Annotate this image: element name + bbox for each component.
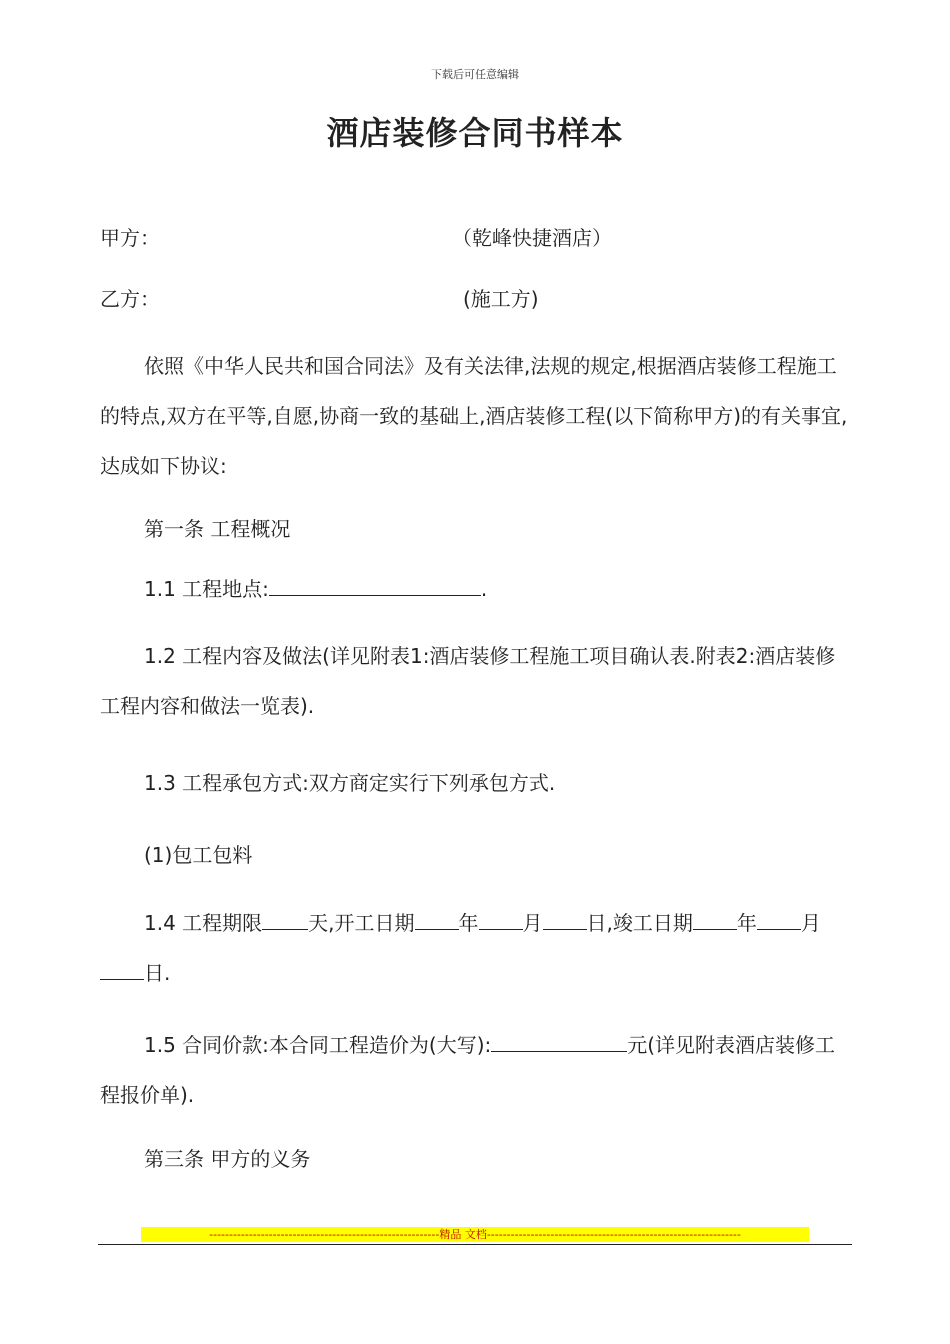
- party-b-value: (施工方): [463, 287, 539, 311]
- item-1-1-prefix: 1.1 工程地点:: [144, 577, 269, 601]
- item-1-5-suffix: 元(详见附表酒店装修工程报价单).: [100, 1033, 836, 1107]
- item-1-4-month1: 月: [522, 911, 543, 935]
- item-1-3-option: (1)包工包料: [144, 843, 253, 867]
- item-1-4: [100, 898, 852, 998]
- start-month-blank[interactable]: [479, 909, 523, 930]
- party-a-value: （乾峰快捷酒店）: [452, 226, 612, 250]
- end-year-blank[interactable]: [693, 909, 737, 930]
- footer-divider: [98, 1244, 852, 1245]
- end-day-blank[interactable]: [100, 959, 144, 980]
- party-b-label: 乙方：: [100, 287, 160, 311]
- article-3-heading: 第三条 甲方的义务: [144, 1147, 311, 1171]
- item-1-4-year2: 年: [736, 911, 757, 935]
- header-note: 下载后可任意编辑: [431, 68, 519, 81]
- location-blank[interactable]: [269, 575, 481, 596]
- item-1-4-year1: 年: [458, 911, 479, 935]
- party-a-label: 甲方：: [100, 226, 160, 250]
- start-day-blank[interactable]: [543, 909, 587, 930]
- item-1-4-prefix: 1.4 工程期限: [144, 911, 263, 935]
- item-1-4-day2: 日.: [144, 961, 171, 985]
- end-month-blank[interactable]: [757, 909, 801, 930]
- duration-days-blank[interactable]: [262, 909, 308, 930]
- item-1-2: 1.2 工程内容及做法(详见附表1:酒店装修工程施工项目确认表.附表2:酒店装修工程内容和做法一览表).: [100, 644, 836, 718]
- footer-banner: ----------------------------------------------------------精品 文档----------------------------------------------------------------: [141, 1227, 809, 1242]
- intro-paragraph: 依照《中华人民共和国合同法》及有关法律,法规的规定,根据酒店装修工程施工的特点,双方在平等,自愿,协商一致的基础上,酒店装修工程(以下简称甲方)的有关事宜,达成如下协议:: [100, 354, 848, 478]
- item-1-5: [100, 1020, 852, 1120]
- item-1-4-month2: 月: [800, 911, 821, 935]
- article-1-heading: 第一条 工程概况: [144, 517, 291, 541]
- item-1-4-day1: 日,竣工日期: [586, 911, 693, 935]
- item-1-5-prefix: 1.5 合同价款:本合同工程造价为(大写):: [144, 1033, 492, 1057]
- item-1-1-suffix: .: [480, 577, 488, 601]
- price-blank[interactable]: [491, 1031, 627, 1052]
- item-1-4-days: 天,开工日期: [308, 911, 415, 935]
- document-title: 酒店装修合同书样本: [326, 114, 624, 152]
- start-year-blank[interactable]: [415, 909, 459, 930]
- item-1-3: 1.3 工程承包方式:双方商定实行下列承包方式.: [144, 771, 556, 795]
- item-1-1: [144, 573, 487, 602]
